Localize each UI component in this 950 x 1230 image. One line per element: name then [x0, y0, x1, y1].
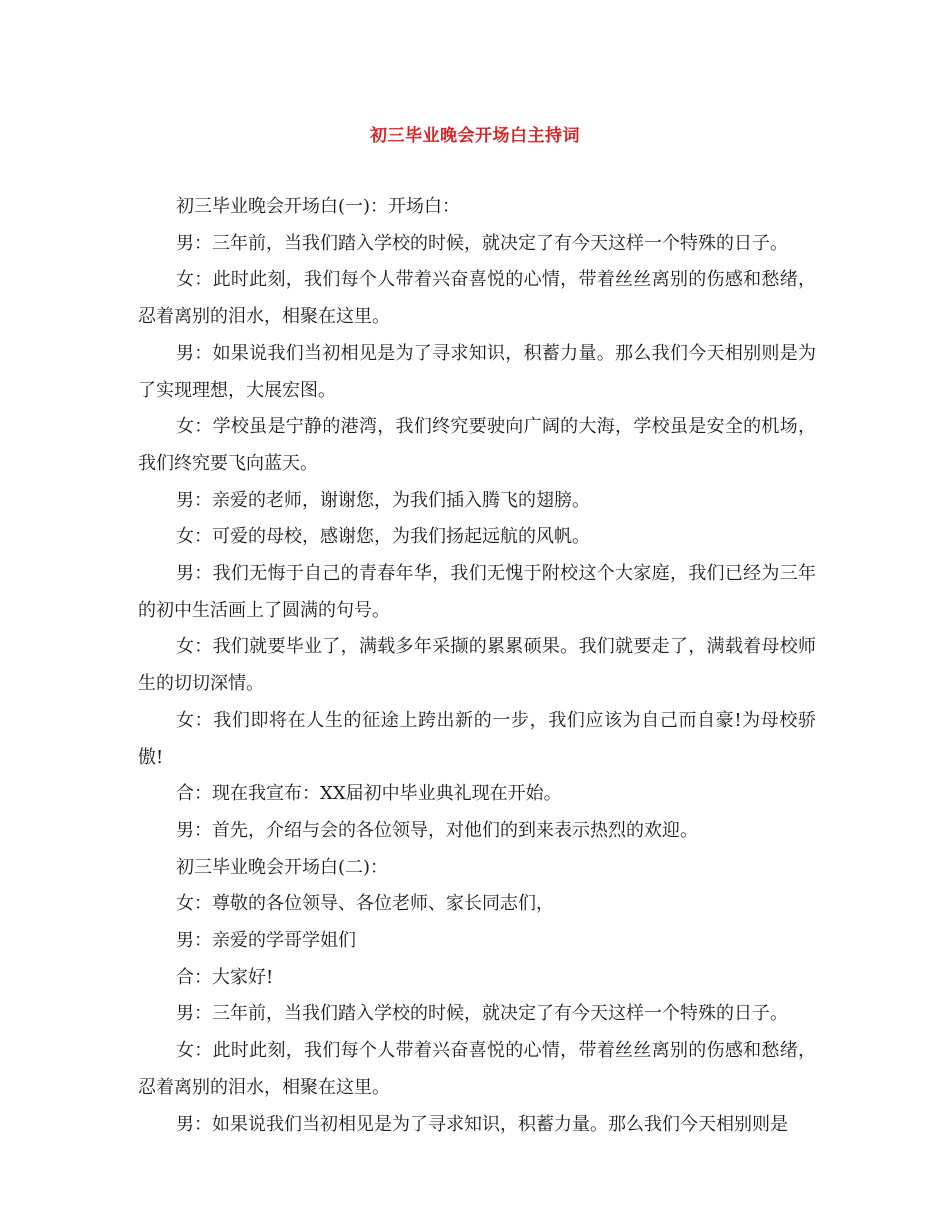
document-title: 初三毕业晚会开场白主持词: [370, 126, 580, 146]
paragraph: 男：首先，介绍与会的各位领导，对他们的到来表示热烈的欢迎。: [176, 819, 698, 841]
paragraph: 合：现在我宣布：XX届初中毕业典礼现在开始。: [176, 783, 562, 805]
paragraph: 女：学校虽是宁静的港湾，我们终究要驶向广阔的大海，学校虽是安全的机场，我们终究要飞向蓝天。: [138, 416, 816, 474]
document-body: [138, 189, 816, 1143]
paragraph: 男：如果说我们当初相见是为了寻求知识，积蓄力量。那么我们今天相别则是: [176, 1113, 788, 1135]
paragraph: 女：我们就要毕业了，满载多年采撷的累累硕果。我们就要走了，满载着母校师生的切切深情。: [138, 636, 816, 695]
paragraph: 男：我们无悔于自己的青春年华，我们无愧于附校这个大家庭，我们已经为三年的初中生活画上了圆满的句号。: [138, 563, 816, 621]
paragraph: 男：三年前，当我们踏入学校的时候，就决定了有今天这样一个特殊的日子。: [176, 232, 788, 254]
paragraph: 男：亲爱的学哥学姐们: [176, 930, 356, 952]
paragraph: 初三毕业晚会开场白(一)：开场白：: [176, 196, 461, 217]
paragraph: 合：大家好!: [176, 966, 274, 988]
paragraph: 女：可爱的母校，感谢您，为我们扬起远航的风帆。: [176, 526, 590, 548]
paragraph: 女：此时此刻，我们每个人带着兴奋喜悦的心情，带着丝丝离别的伤感和愁绪，忍着离别的泪水，相聚在这里。: [138, 269, 816, 328]
paragraph: 女：我们即将在人生的征途上跨出新的一步，我们应该为自己而自豪!为母校骄傲!: [138, 709, 816, 768]
paragraph: 男：亲爱的老师，谢谢您，为我们插入腾飞的翅膀。: [176, 489, 590, 511]
paragraph: 女：尊敬的各位领导、各位老师、家长同志们，: [176, 893, 554, 915]
paragraph: 初三毕业晚会开场白(二)：: [176, 856, 389, 878]
paragraph: 女：此时此刻，我们每个人带着兴奋喜悦的心情，带着丝丝离别的伤感和愁绪，忍着离别的泪水，相聚在这里。: [138, 1040, 816, 1098]
paragraph: 男：三年前，当我们踏入学校的时候，就决定了有今天这样一个特殊的日子。: [176, 1003, 788, 1025]
paragraph: 男：如果说我们当初相见是为了寻求知识，积蓄力量。那么我们今天相别则是为了实现理想，大展宏图。: [138, 342, 816, 401]
